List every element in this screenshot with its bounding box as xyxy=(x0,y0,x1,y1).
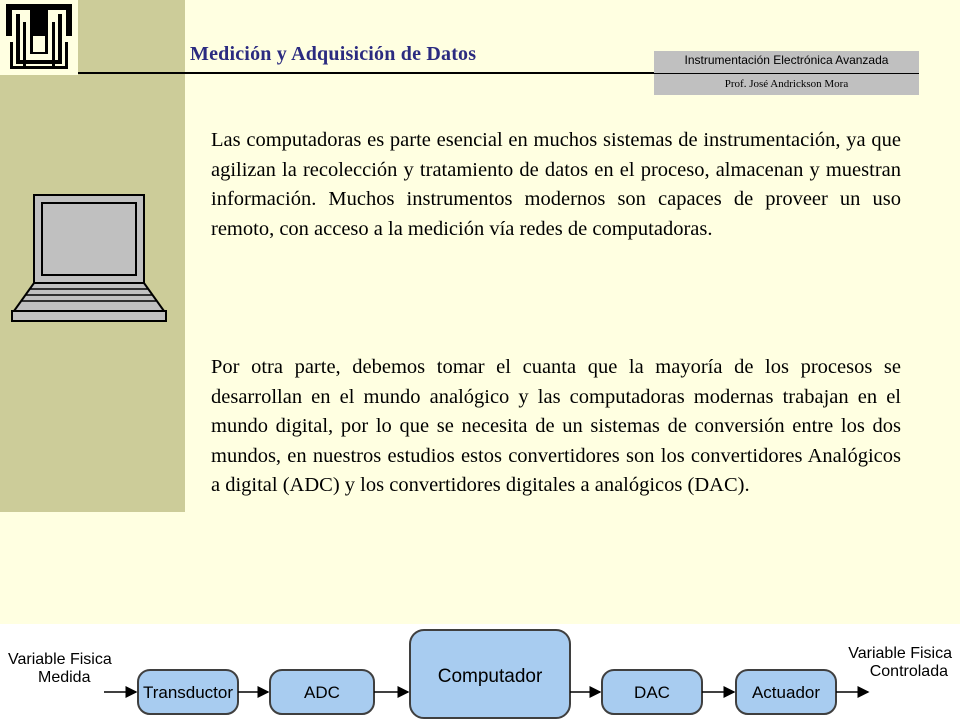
output-label-line2: Controlada xyxy=(869,663,948,680)
laptop-icon xyxy=(10,193,170,325)
output-label-line1: Variable Fisica xyxy=(848,645,952,662)
course-name: Instrumentación Electrónica Avanzada xyxy=(684,53,889,67)
logo-area xyxy=(0,0,78,75)
title-underline xyxy=(78,72,655,74)
block-computador-label: Computador xyxy=(437,666,543,687)
input-label-line2: Medida xyxy=(38,669,91,686)
block-dac-label: DAC xyxy=(634,683,670,702)
professor-name: Prof. José Andrickson Mora xyxy=(724,78,849,90)
signal-chain-diagram xyxy=(0,624,960,720)
page-title: Medición y Adquisición de Datos xyxy=(190,43,477,65)
block-adc-label: ADC xyxy=(304,683,340,702)
block-transductor-label: Transductor xyxy=(142,683,234,702)
intro-paragraph: Las computadoras es parte esencial en muchos sistemas de instrumentación, ya que agilizan la recolección y tratamiento de datos en el proceso, almacenan y muestran información. Muchos instrumentos modernos son capaces de proveer un uso remoto, con acceso a la medición vía redes de computadoras. xyxy=(211,129,901,240)
conversion-paragraph: Por otra parte, debemos tomar el cuanta que la mayoría de los procesos se desarrollan en el mundo analógico y las computadoras modernas trabajan en el mundo digital, por lo que se necesita de un sistemas de conversión entre los dos mundos, en nuestros estudios estos convertidores son los convertidores Analógicos a digital (ADC) y los convertidores digitales a analógicos (DAC). xyxy=(211,356,901,496)
course-info-box xyxy=(654,51,919,95)
block-actuador-label: Actuador xyxy=(751,683,821,702)
institution-logo-icon xyxy=(4,2,74,72)
course-divider xyxy=(654,73,919,74)
input-label-line1: Variable Fisica xyxy=(8,651,112,668)
